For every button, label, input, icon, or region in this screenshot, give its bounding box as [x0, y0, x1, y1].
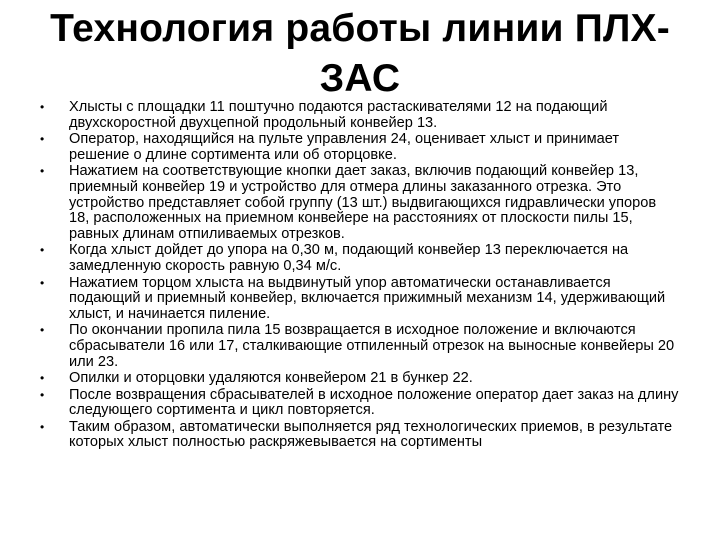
bullet-item [40, 323, 680, 370]
bullet-list [40, 100, 680, 452]
bullet-text: Нажатием торцом хлыста на выдвинутый упор автоматически останавливается подающий и приемный конвейер, включается прижимный механизм 14, удерживающий хлыст, и начинается пиление. [69, 274, 666, 322]
bullet-text: Опилки и оторцовки удаляются конвейером 21 в бункер 22. [69, 370, 473, 387]
bullet-item [40, 388, 680, 419]
bullet-marker-icon: • [40, 419, 45, 434]
bullet-text: По окончании пропила пила 15 возвращается в исходное положение и включаются сбрасыватели 16 или 17, сталкивающие отпиленный отрезок на выносные конвейеры 20 или 23. [69, 322, 675, 370]
bullet-text: Хлысты с площадки 11 поштучно подаются растаскивателями 12 на подающий двухскоростной двухцепной продольный конвейер 13. [69, 99, 608, 131]
bullet-item [40, 132, 680, 163]
bullet-marker-icon: • [40, 371, 45, 386]
bullet-text: Нажатием на соответствующие кнопки дает заказ, включив подающий конвейер 13, приемный конвейер 19 и устройство для отмера длины заказанного отрезка. Это устройство представляет собой группу (13 шт.) выдвигающихся гидравлически упоров 18, расположенных на приемном конвейере на расстояниях от плоскости пилы 15, равных длинам отпиливаемых отрезков. [69, 163, 657, 242]
bullet-marker-icon: • [40, 275, 45, 290]
bullet-marker-icon: • [40, 243, 45, 258]
bullet-text: Оператор, находящийся на пульте управления 24, оценивает хлыст и принимает решение о длине сортимента или об оторцовке. [69, 131, 620, 163]
bullet-item [40, 164, 680, 242]
bullet-item [40, 371, 680, 387]
bullet-text: Таким образом, автоматически выполняется ряд технологических приемов, в результате которых хлыст полностью раскряжевывается на сортименты [69, 418, 673, 451]
bullet-text: После возвращения сбрасывателей в исходное положение оператор дает заказ на длину следующего сортимента и цикл повторяется. [69, 386, 679, 419]
bullet-marker-icon: • [40, 323, 45, 338]
bullet-marker-icon: • [40, 100, 45, 114]
bullet-marker-icon: • [40, 164, 45, 179]
bullet-item [40, 276, 680, 323]
bullet-item [40, 420, 680, 451]
slide-title: Технология работы линии ПЛХ-ЗАС [50, 7, 670, 100]
bullet-marker-icon: • [40, 132, 45, 147]
bullet-marker-icon: • [40, 387, 45, 402]
bullet-text: Когда хлыст дойдет до упора на 0,30 м, подающий конвейер 13 переключается на замедленную скорость равную 0,34 м/с. [69, 242, 629, 274]
bullet-item [40, 243, 680, 274]
bullet-item [40, 100, 680, 131]
